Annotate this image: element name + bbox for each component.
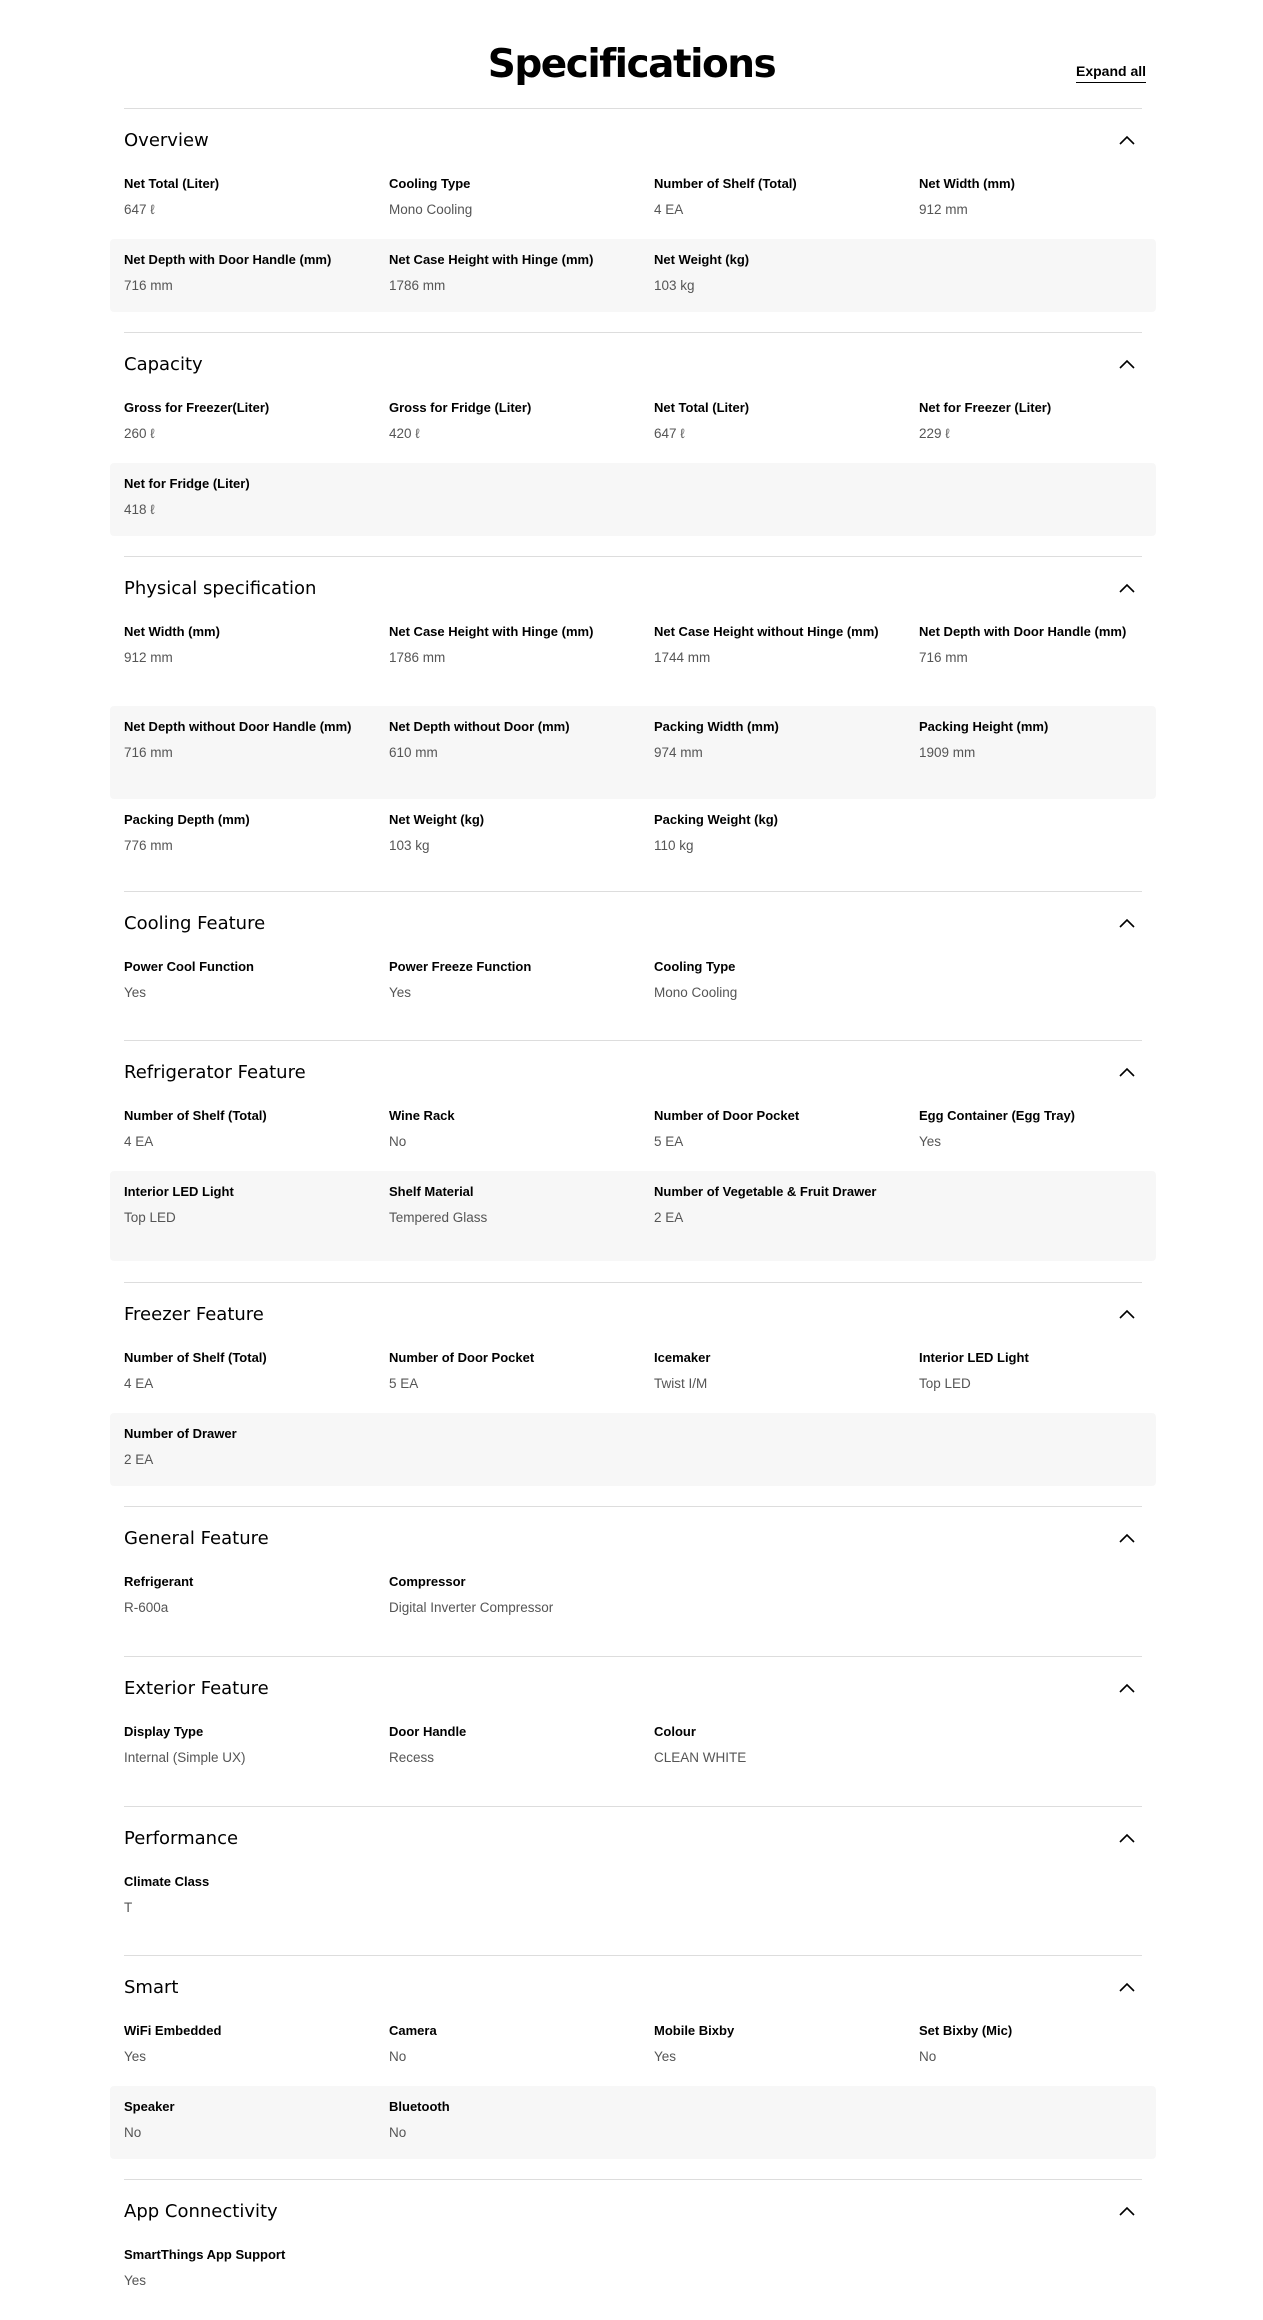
spec-item (919, 623, 1142, 706)
spec-value: 420 ℓ (389, 426, 420, 441)
spec-value: Mono Cooling (654, 985, 738, 1000)
spec-value: 974 mm (654, 745, 703, 760)
spec-value: 1744 mm (654, 650, 711, 665)
spec-item (654, 251, 1142, 312)
spec-item (389, 958, 654, 1031)
spec-item (124, 2246, 1142, 2310)
spec-label: Mobile Bixby (654, 2023, 735, 2038)
spec-item (124, 1873, 1142, 1946)
spec-label: Cooling Type (389, 176, 471, 191)
spec-value: Yes (389, 985, 412, 1000)
spec-item (389, 1573, 1142, 1646)
spec-item (124, 2022, 389, 2086)
spec-value: 4 EA (654, 202, 684, 217)
spec-item (389, 2098, 1142, 2159)
section-header[interactable] (124, 1956, 1142, 2022)
spec-item (919, 1349, 1142, 1413)
chevron-up-icon[interactable] (1117, 1063, 1137, 1083)
spec-item (124, 1723, 389, 1796)
spec-label: Set Bixby (Mic) (919, 2023, 1013, 2038)
spec-label: Net Depth with Door Handle (mm) (919, 624, 1127, 639)
spec-value: Yes (654, 2049, 677, 2064)
spec-label: Net for Freezer (Liter) (919, 400, 1052, 415)
spec-label: Icemaker (654, 1350, 711, 1365)
spec-label: Gross for Freezer(Liter) (124, 400, 270, 415)
spec-row (110, 799, 1156, 872)
section-header[interactable] (124, 109, 1142, 175)
spec-item (654, 1723, 1142, 1796)
spec-item (124, 1425, 1142, 1486)
spec-label: Door Handle (389, 1724, 467, 1739)
spec-label: Shelf Material (389, 1184, 474, 1199)
spec-label: Wine Rack (389, 1108, 455, 1123)
spec-item (389, 175, 654, 239)
spec-value: 716 mm (919, 650, 968, 665)
spec-row (110, 623, 1156, 706)
spec-value: 776 mm (124, 838, 173, 853)
spec-label: Climate Class (124, 1874, 210, 1889)
chevron-up-icon[interactable] (1117, 914, 1137, 934)
spec-label: Interior LED Light (124, 1184, 234, 1199)
section-title: App Connectivity (124, 2201, 278, 2222)
spec-label: Number of Drawer (124, 1426, 237, 1441)
spec-item (124, 811, 389, 872)
spec-label: Packing Weight (kg) (654, 812, 778, 827)
spec-item (124, 399, 389, 463)
spec-item (124, 2098, 389, 2159)
spec-value: No (124, 2125, 142, 2140)
spec-item (124, 475, 1142, 536)
spec-item (124, 1349, 389, 1413)
spec-value: Mono Cooling (389, 202, 473, 217)
chevron-up-icon[interactable] (1117, 1679, 1137, 1699)
chevron-up-icon[interactable] (1117, 1305, 1137, 1325)
spec-label: Net Weight (kg) (654, 252, 750, 267)
spec-label: Speaker (124, 2099, 175, 2114)
spec-row (110, 175, 1156, 239)
spec-label: Gross for Fridge (Liter) (389, 400, 532, 415)
section-title: Freezer Feature (124, 1304, 264, 1325)
spec-item (919, 2022, 1142, 2086)
chevron-up-icon[interactable] (1117, 131, 1137, 151)
spec-row (110, 2022, 1156, 2086)
spec-row (110, 706, 1156, 799)
spec-value: CLEAN WHITE (654, 1750, 747, 1765)
spec-label: Bluetooth (389, 2099, 450, 2114)
spec-label: Net Weight (kg) (389, 812, 485, 827)
spec-label: Net Total (Liter) (124, 176, 220, 191)
spec-section (124, 1040, 1142, 1261)
spec-value: 912 mm (124, 650, 173, 665)
spec-value: R-600a (124, 1600, 169, 1615)
spec-item (124, 175, 389, 239)
spec-value: Yes (124, 985, 147, 1000)
spec-item (389, 1349, 654, 1413)
spec-value: Twist I/M (654, 1376, 708, 1391)
spec-label: Refrigerant (124, 1574, 194, 1589)
chevron-up-icon[interactable] (1117, 2202, 1137, 2222)
spec-value: 2 EA (654, 1210, 684, 1225)
spec-value: T (124, 1900, 133, 1915)
section-title: Exterior Feature (124, 1678, 269, 1699)
spec-label: Net Width (mm) (124, 624, 220, 639)
spec-item (389, 1107, 654, 1171)
spec-item (654, 718, 919, 799)
spec-row (110, 1723, 1156, 1796)
spec-item (654, 623, 919, 706)
spec-value: 5 EA (389, 1376, 419, 1391)
spec-label: Net Case Height without Hinge (mm) (654, 624, 879, 639)
spec-label: Net Depth without Door Handle (mm) (124, 719, 352, 734)
spec-item (654, 399, 919, 463)
spec-value: 647 ℓ (654, 426, 685, 441)
spec-section (124, 1656, 1142, 1796)
spec-value: Recess (389, 1750, 435, 1765)
spec-row (110, 1107, 1156, 1171)
spec-label: Number of Door Pocket (654, 1108, 800, 1123)
section-header[interactable] (124, 1807, 1142, 1873)
section-title: Smart (124, 1977, 179, 1998)
spec-section (124, 108, 1142, 312)
spec-section (124, 556, 1142, 872)
spec-value: Internal (Simple UX) (124, 1750, 246, 1765)
spec-value: 4 EA (124, 1376, 154, 1391)
spec-label: Power Cool Function (124, 959, 254, 974)
spec-item (124, 1183, 389, 1261)
spec-label: Compressor (389, 1574, 466, 1589)
spec-row (110, 1873, 1156, 1946)
spec-value: 1909 mm (919, 745, 976, 760)
spec-value: Yes (124, 2049, 147, 2064)
spec-item (389, 1183, 654, 1261)
spec-section (124, 1806, 1142, 1946)
spec-label: WiFi Embedded (124, 2023, 222, 2038)
spec-label: Number of Door Pocket (389, 1350, 535, 1365)
spec-value: 103 kg (389, 838, 430, 853)
spec-section (124, 891, 1142, 1031)
section-title: Cooling Feature (124, 913, 266, 934)
spec-item (654, 1183, 1142, 1261)
spec-item (124, 958, 389, 1031)
spec-row (110, 239, 1156, 312)
section-header[interactable] (124, 2180, 1142, 2246)
chevron-up-icon[interactable] (1117, 355, 1137, 375)
spec-value: No (919, 2049, 937, 2064)
spec-item (124, 718, 389, 799)
section-header[interactable] (124, 1283, 1142, 1349)
spec-label: Net for Fridge (Liter) (124, 476, 250, 491)
spec-value: 1786 mm (389, 278, 446, 293)
section-header[interactable] (124, 333, 1142, 399)
section-title: Performance (124, 1828, 239, 1849)
spec-value: 4 EA (124, 1134, 154, 1149)
spec-row (110, 958, 1156, 1031)
chevron-up-icon[interactable] (1117, 579, 1137, 599)
spec-item (124, 251, 389, 312)
spec-label: Number of Shelf (Total) (124, 1350, 267, 1365)
spec-item (654, 1349, 919, 1413)
section-header[interactable] (124, 1041, 1142, 1107)
spec-value: 110 kg (654, 838, 694, 853)
spec-item (919, 399, 1142, 463)
spec-item (389, 2022, 654, 2086)
spec-label: Net Case Height with Hinge (mm) (389, 624, 594, 639)
spec-section (124, 1282, 1142, 1486)
spec-value: 1786 mm (389, 650, 446, 665)
spec-item (654, 811, 1142, 872)
spec-label: Camera (389, 2023, 437, 2038)
spec-row (110, 1349, 1156, 1413)
spec-value: Top LED (919, 1376, 971, 1391)
spec-row (110, 1573, 1156, 1646)
spec-label: Net Case Height with Hinge (mm) (389, 252, 594, 267)
spec-value: No (389, 1134, 407, 1149)
section-title: Overview (124, 130, 209, 151)
spec-label: Net Total (Liter) (654, 400, 750, 415)
spec-section (124, 2179, 1142, 2310)
spec-value: No (389, 2049, 407, 2064)
spec-item (389, 399, 654, 463)
spec-value: 2 EA (124, 1452, 154, 1467)
spec-item (124, 1573, 389, 1646)
spec-row (110, 2086, 1156, 2159)
spec-label: Number of Shelf (Total) (124, 1108, 267, 1123)
spec-item (389, 811, 654, 872)
spec-label: Cooling Type (654, 959, 736, 974)
spec-item (389, 623, 654, 706)
spec-label: Egg Container (Egg Tray) (919, 1108, 1076, 1123)
section-header[interactable] (124, 892, 1142, 958)
section-header[interactable] (124, 1507, 1142, 1573)
spec-value: 418 ℓ (124, 502, 155, 517)
spec-label: Power Freeze Function (389, 959, 532, 974)
spec-item (389, 1723, 654, 1796)
spec-value: Top LED (124, 1210, 176, 1225)
spec-value: 912 mm (919, 202, 968, 217)
spec-item (654, 2022, 919, 2086)
spec-row (110, 399, 1156, 463)
spec-label: Packing Depth (mm) (124, 812, 250, 827)
spec-row (110, 463, 1156, 536)
section-title: General Feature (124, 1528, 269, 1549)
spec-label: Number of Shelf (Total) (654, 176, 797, 191)
section-title: Capacity (124, 354, 203, 375)
chevron-up-icon[interactable] (1117, 1829, 1137, 1849)
spec-item (124, 1107, 389, 1171)
section-header[interactable] (124, 1657, 1142, 1723)
spec-value: Tempered Glass (389, 1210, 488, 1225)
spec-label: Net Depth with Door Handle (mm) (124, 252, 332, 267)
spec-value: 103 kg (654, 278, 695, 293)
spec-label: Net Width (mm) (919, 176, 1015, 191)
chevron-up-icon[interactable] (1117, 1978, 1137, 1998)
spec-label: Packing Width (mm) (654, 719, 779, 734)
spec-section (124, 332, 1142, 536)
spec-item (654, 958, 1142, 1031)
page-title: Specifications (487, 42, 776, 87)
spec-value: Yes (124, 2273, 147, 2288)
spec-label: Display Type (124, 1724, 204, 1739)
spec-item (919, 1107, 1142, 1171)
spec-item (919, 175, 1142, 239)
spec-item (389, 251, 654, 312)
spec-item (389, 718, 654, 799)
section-header[interactable] (124, 557, 1142, 623)
spec-item (919, 718, 1142, 799)
spec-section (124, 1955, 1142, 2159)
spec-row (110, 1171, 1156, 1261)
spec-item (124, 623, 389, 706)
spec-value: 647 ℓ (124, 202, 155, 217)
spec-label: Interior LED Light (919, 1350, 1029, 1365)
spec-label: Colour (654, 1724, 696, 1739)
spec-label: Number of Vegetable & Fruit Drawer (654, 1184, 877, 1199)
spec-item (654, 175, 919, 239)
spec-value: No (389, 2125, 407, 2140)
spec-value: 716 mm (124, 278, 173, 293)
spec-value: Yes (919, 1134, 942, 1149)
chevron-up-icon[interactable] (1117, 1529, 1137, 1549)
spec-label: Net Depth without Door (mm) (389, 719, 570, 734)
section-title: Physical specification (124, 578, 317, 599)
section-title: Refrigerator Feature (124, 1062, 306, 1083)
spec-value: 229 ℓ (919, 426, 950, 441)
spec-value: 610 mm (389, 745, 438, 760)
spec-row (110, 1413, 1156, 1486)
spec-item (654, 1107, 919, 1171)
expand-all-button[interactable]: Expand all (1076, 63, 1146, 83)
spec-row (110, 2246, 1156, 2310)
spec-label: SmartThings App Support (124, 2247, 286, 2262)
spec-value: Digital Inverter Compressor (389, 1600, 554, 1615)
spec-section (124, 1506, 1142, 1646)
spec-value: 260 ℓ (124, 426, 155, 441)
spec-value: 716 mm (124, 745, 173, 760)
spec-label: Packing Height (mm) (919, 719, 1049, 734)
spec-value: 5 EA (654, 1134, 684, 1149)
